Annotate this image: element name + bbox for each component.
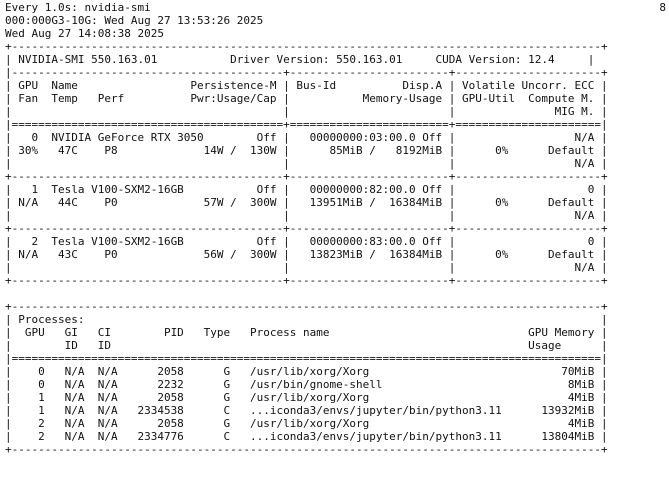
process-row: | 1 N/A N/A 2334538 C ...iconda3/envs/jupyter/bin/python3.11 13932MiB | xyxy=(5,404,608,417)
watch-host-line: 000:000G3-10G: Wed Aug 27 13:53:26 2025 xyxy=(5,14,264,27)
process-row: | 0 N/A N/A 2058 G /usr/lib/xorg/Xorg 70MiB | xyxy=(5,365,608,378)
smi-table-separator: |-----------------------------------------+------------------------+----------------------+ xyxy=(5,66,608,79)
gpu-row-line: | 2 Tesla V100-SXM2-16GB Off | 00000000:83:00.0 Off | 0 | xyxy=(5,235,608,248)
gpu-row-line: | | | N/A | xyxy=(5,157,608,170)
watch-command-line: Every 1.0s: nvidia-smi xyxy=(5,1,151,14)
proc-bottom-border: +-----------------------------------------------------------------------------------------+ xyxy=(5,443,608,456)
smi-timestamp: Wed Aug 27 14:08:38 2025 xyxy=(5,27,164,40)
gpu-row-line: | N/A 44C P0 57W / 300W | 13951MiB / 16384MiB | 0% Default | xyxy=(5,196,608,209)
gpu-row-separator: +-----------------------------------------+------------------------+----------------------+ xyxy=(5,170,608,183)
proc-header-line: | Processes: | xyxy=(5,313,608,326)
process-row: | 2 N/A N/A 2334776 C ...iconda3/envs/jupyter/bin/python3.11 13804MiB | xyxy=(5,430,608,443)
gpu-row-separator: +-----------------------------------------+------------------------+----------------------+ xyxy=(5,222,608,235)
gpu-header-separator: |=========================================+========================+======================| xyxy=(5,118,608,131)
gpu-row-line: | N/A 43C P0 56W / 300W | 13823MiB / 16384MiB | 0% Default | xyxy=(5,248,608,261)
gpu-row-line: | | | N/A | xyxy=(5,209,608,222)
process-row: | 2 N/A N/A 2058 G /usr/lib/xorg/Xorg 4MiB | xyxy=(5,417,608,430)
proc-top-border: +-----------------------------------------------------------------------------------------+ xyxy=(5,300,608,313)
process-row: | 0 N/A N/A 2232 G /usr/bin/gnome-shell 8MiB | xyxy=(5,378,608,391)
gpu-row-line: | 0 NVIDIA GeForce RTX 3050 Off | 00000000:03:00.0 Off | N/A | xyxy=(5,131,608,144)
gpu-row-line: | 1 Tesla V100-SXM2-16GB Off | 00000000:82:00.0 Off | 0 | xyxy=(5,183,608,196)
proc-header-separator: |=========================================================================================| xyxy=(5,352,608,365)
smi-top-border: +-----------------------------------------------------------------------------------------+ xyxy=(5,40,608,53)
smi-version-line: | NVIDIA-SMI 550.163.01 Driver Version: 550.163.01 CUDA Version: 12.4 | xyxy=(5,53,595,66)
gpu-row-line: | 30% 47C P8 14W / 130W | 85MiB / 8192MiB | 0% Default | xyxy=(5,144,608,157)
proc-header-line: | GPU GI CI PID Type Process name GPU Memory | xyxy=(5,326,608,339)
process-row: | 1 N/A N/A 2058 G /usr/lib/xorg/Xorg 4MiB | xyxy=(5,391,608,404)
watch-corner-text: 8 xyxy=(659,1,666,14)
gpu-row-line: | | | N/A | xyxy=(5,261,608,274)
gpu-header-line: | GPU Name Persistence-M | Bus-Id Disp.A | Volatile Uncorr. ECC | xyxy=(5,79,608,92)
gpu-header-line: | | | MIG M. | xyxy=(5,105,608,118)
proc-header-line: | ID ID Usage | xyxy=(5,339,608,352)
gpu-header-line: | Fan Temp Perf Pwr:Usage/Cap | Memory-Usage | GPU-Util Compute M. | xyxy=(5,92,608,105)
gpu-table-bottom-border: +-----------------------------------------+------------------------+----------------------+ xyxy=(5,274,608,287)
